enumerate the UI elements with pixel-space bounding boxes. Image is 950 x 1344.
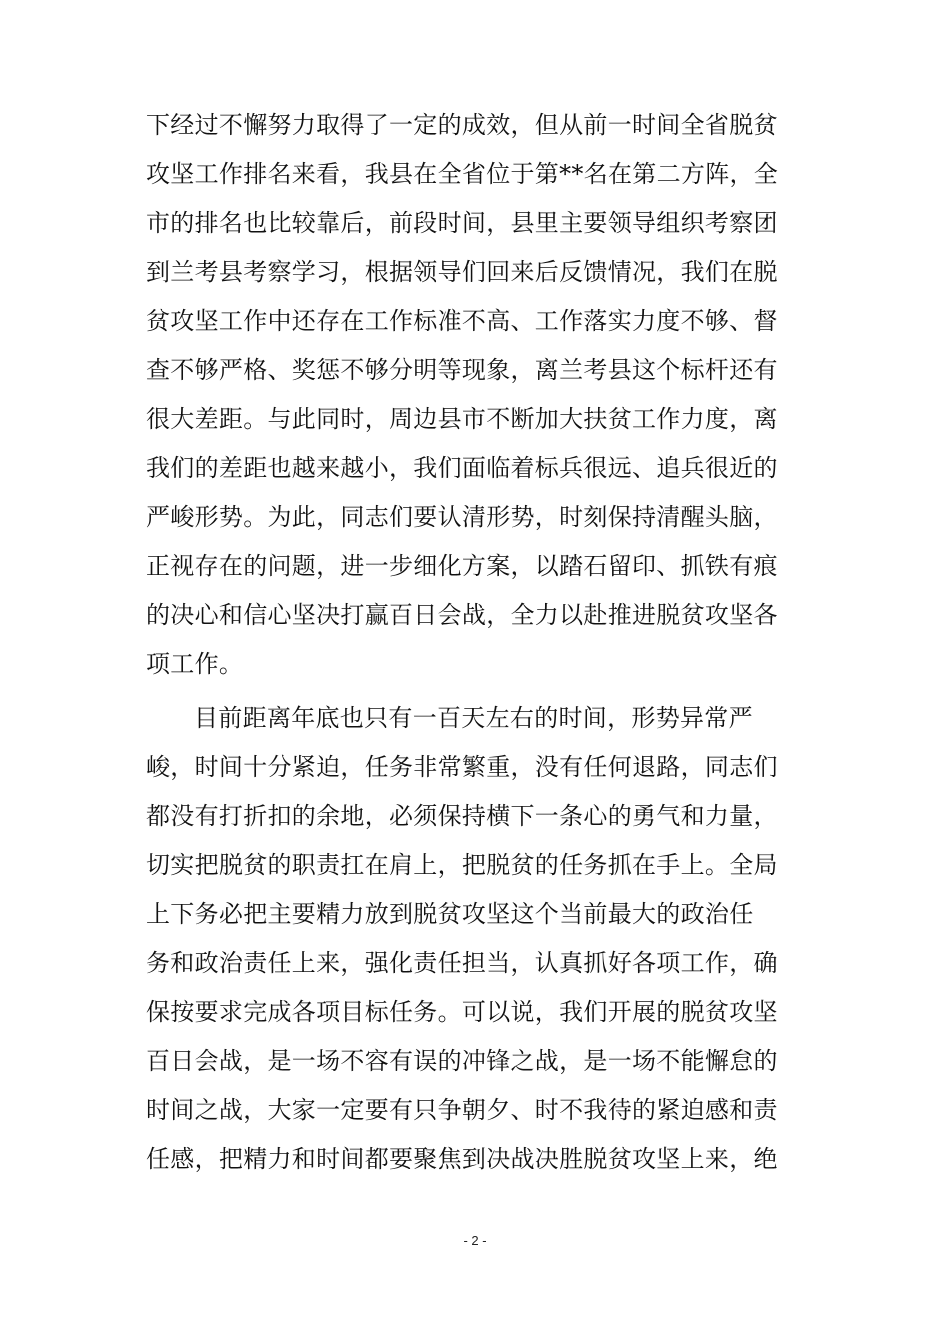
text-line: 市的排名也比较靠后，前段时间，县里主要领导组织考察团 bbox=[146, 209, 778, 237]
text-line: 保按要求完成各项目标任务。可以说，我们开展的脱贫攻坚 bbox=[146, 998, 778, 1026]
text-line: 都没有打折扣的余地，必须保持横下一条心的勇气和力量， bbox=[146, 802, 778, 830]
text-line: 严峻形势。为此，同志们要认清形势，时刻保持清醒头脑， bbox=[146, 503, 778, 531]
text-line: 峻，时间十分紧迫，任务非常繁重，没有任何退路，同志们 bbox=[146, 753, 778, 781]
text-line: 我们的差距也越来越小，我们面临着标兵很远、追兵很近的 bbox=[146, 454, 778, 482]
paragraph-first-line: 目前距离年底也只有一百天左右的时间，形势异常严 bbox=[194, 704, 753, 732]
text-line: 上下务必把主要精力放到脱贫攻坚这个当前最大的政治任 bbox=[146, 900, 754, 928]
text-line: 时间之战，大家一定要有只争朝夕、时不我待的紧迫感和责 bbox=[146, 1096, 778, 1124]
text-line: 攻坚工作排名来看，我县在全省位于第**名在第二方阵，全 bbox=[146, 160, 779, 188]
text-line: 百日会战，是一场不容有误的冲锋之战，是一场不能懈怠的 bbox=[146, 1047, 778, 1075]
page-number: - 2 - bbox=[463, 1233, 487, 1248]
text-line: 下经过不懈努力取得了一定的成效，但从前一时间全省脱贫 bbox=[146, 111, 778, 139]
text-line: 的决心和信心坚决打赢百日会战，全力以赴推进脱贫攻坚各 bbox=[146, 601, 778, 629]
text-line: 正视存在的问题，进一步细化方案，以踏石留印、抓铁有痕 bbox=[146, 552, 778, 580]
text-line: 查不够严格、奖惩不够分明等现象，离兰考县这个标杆还有 bbox=[146, 356, 778, 384]
text-line: 任感，把精力和时间都要聚焦到决战决胜脱贫攻坚上来，绝 bbox=[146, 1145, 778, 1173]
text-line: 贫攻坚工作中还存在工作标准不高、工作落实力度不够、督 bbox=[146, 307, 778, 335]
text-line: 项工作。 bbox=[146, 650, 244, 678]
text-line: 切实把脱贫的职责扛在肩上，把脱贫的任务抓在手上。全局 bbox=[146, 851, 778, 879]
text-line: 务和政治责任上来，强化责任担当，认真抓好各项工作，确 bbox=[146, 949, 778, 977]
text-line: 到兰考县考察学习，根据领导们回来后反馈情况，我们在脱 bbox=[146, 258, 778, 286]
text-line: 很大差距。与此同时，周边县市不断加大扶贫工作力度，离 bbox=[146, 405, 778, 433]
